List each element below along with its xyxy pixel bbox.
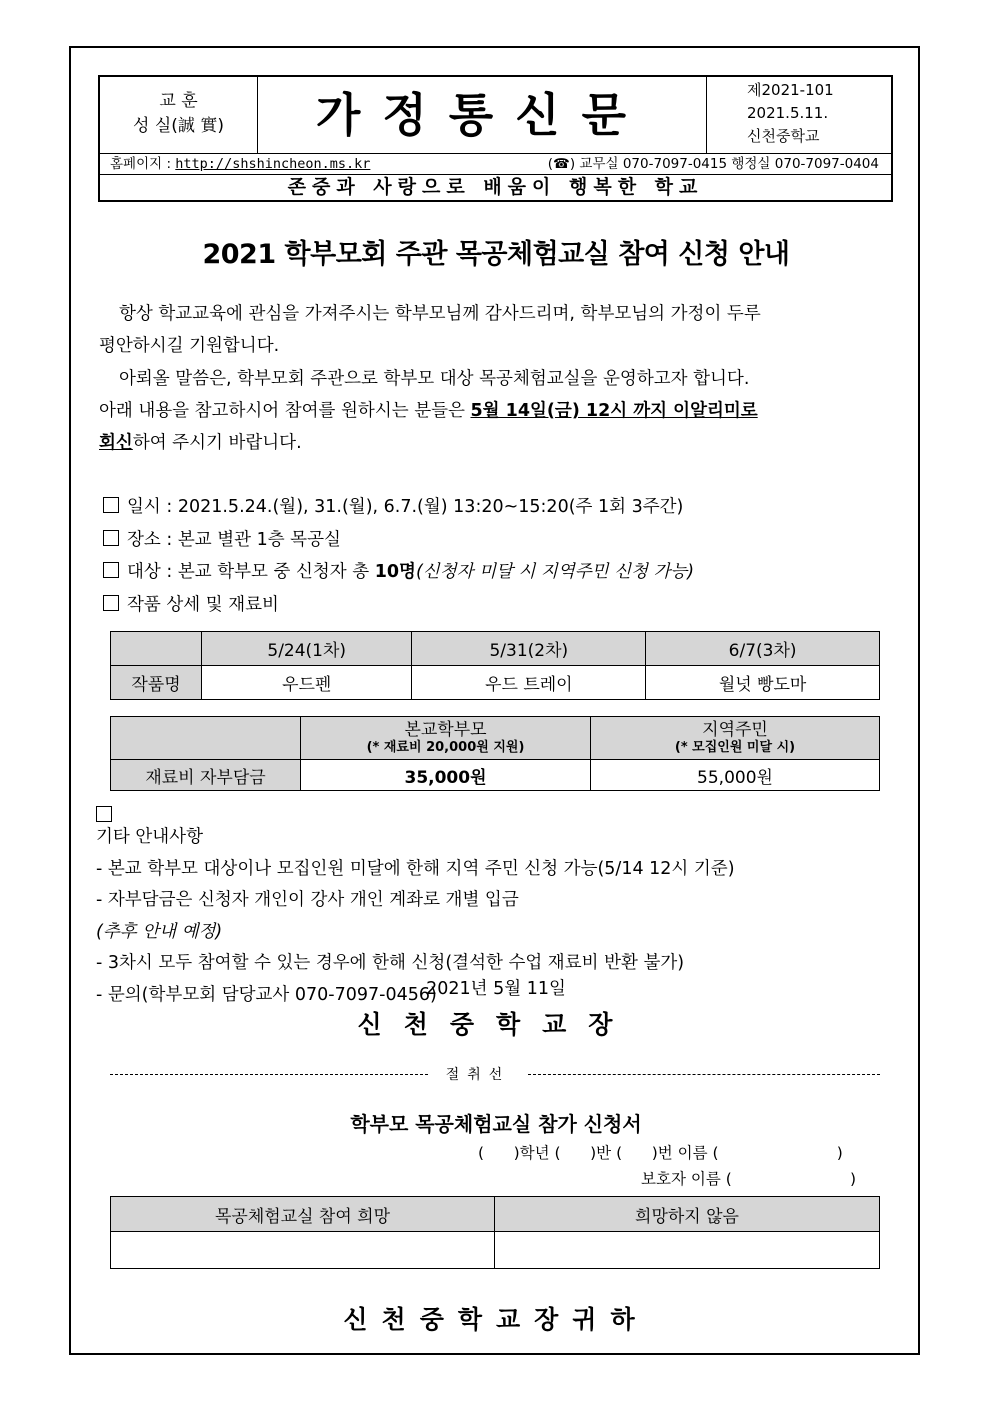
- table-cell: 5/31(2차): [412, 632, 646, 666]
- item-target: [103, 559, 694, 585]
- header-top-row: [100, 77, 891, 154]
- motto-label: 교 훈: [159, 91, 198, 111]
- checkbox-icon: [103, 530, 119, 546]
- checkbox-icon: [103, 497, 119, 513]
- item-date-text: 일시 : 2021.5.24.(월), 31.(월), 6.7.(월) 13:20~15:20(주 1회 3주간): [127, 497, 684, 517]
- table-row: [111, 717, 880, 760]
- fee-table: [110, 716, 880, 791]
- table-cell: 작품명: [111, 666, 202, 700]
- item-works: [103, 592, 279, 618]
- table-cell: [111, 717, 301, 760]
- sign-date: 2021년 5월 11일: [426, 979, 566, 999]
- item-target-text: 대상 : 본교 학부모 중 신청자 총: [127, 562, 375, 582]
- intro-paragraph-2: [99, 363, 893, 459]
- issue-info: [706, 77, 893, 153]
- addressee: 신천중학교장귀하: [343, 1305, 649, 1334]
- table-row: [111, 760, 880, 791]
- checkbox-icon: [96, 806, 112, 822]
- cut-line: [110, 1064, 880, 1084]
- notice-title-text: 기타 안내사항: [96, 827, 203, 847]
- intro-p2-text: 아래 내용을 참고하시어 참여를 원하시는 분들은: [99, 401, 471, 421]
- fee-col1-header: 본교학부모: [404, 720, 487, 740]
- motto-cell: [100, 77, 258, 153]
- homepage-label: 홈페이지 :: [110, 156, 176, 172]
- cut-label: 절취선: [445, 1067, 511, 1083]
- item-works-text: 작품 상세 및 재료비: [127, 595, 279, 615]
- document-title: 2021 학부모회 주관 목공체험교실 참여 신청 안내: [202, 239, 790, 270]
- intro-p2-line1: 아뢰올 말씀은, 학부모회 주관으로 학부모 대상 목공체험교실을 운영하고자 합니다.: [119, 369, 750, 389]
- item-place: [103, 527, 341, 553]
- table-cell: [111, 632, 202, 666]
- intro-p1-line2: 평안하시길 기원합니다.: [99, 336, 280, 356]
- newsletter-header: [98, 75, 893, 202]
- checkbox-icon: [103, 595, 119, 611]
- school-name: 신천중학교: [747, 127, 820, 145]
- phone-numbers: (☎) 교무실 070-7097-0415 행정실 070-7097-0404: [547, 156, 879, 172]
- item-date: [103, 494, 683, 520]
- notice-line: - 3차시 모두 참여할 수 있는 경우에 한해 신청(결석한 수업 재료비 반환 불가): [96, 953, 685, 973]
- notice-line: [96, 885, 735, 948]
- intro-p2-end: 하여 주시기 바랍니다.: [132, 433, 302, 453]
- table-cell: 우드 트레이: [412, 666, 646, 700]
- table-cell: 55,000원: [591, 760, 880, 791]
- table-cell: 우드펜: [202, 666, 412, 700]
- decline-option: 희망하지 않음: [495, 1197, 880, 1232]
- issue-date: 2021.5.11.: [747, 104, 829, 122]
- table-row: [111, 1232, 880, 1269]
- application-table: [110, 1196, 880, 1269]
- dashed-line: [528, 1074, 880, 1075]
- item-target-note: (신청자 미달 시 지역주민 신청 가능): [415, 562, 695, 582]
- student-info-line: ( )학년 ( )반 ( )번 이름 ( ): [478, 1144, 843, 1162]
- contact-row: [100, 153, 891, 175]
- motto-text: 성 실(誠 實): [133, 116, 224, 136]
- notice-line: - 본교 학부모 대상이나 모집인원 미달에 한해 지역 주민 신청 가능(5/14 12시 기준): [96, 858, 735, 879]
- participate-mark-cell[interactable]: [111, 1232, 495, 1269]
- item-place-text: 장소 : 본교 별관 1층 목공실: [127, 530, 341, 550]
- checkbox-icon: [103, 562, 119, 578]
- works-table: [110, 631, 880, 700]
- homepage-link[interactable]: http://shshincheon.ms.kr: [175, 156, 371, 172]
- notice-line-note: (추후 안내 예정): [96, 921, 223, 942]
- table-cell: 35,000원: [301, 760, 591, 791]
- fee-col1-note: (* 재료비 20,000원 지원): [366, 740, 525, 755]
- item-target-count: 10명: [374, 562, 416, 582]
- intro-p2-line3: [99, 427, 893, 459]
- homepage: [110, 153, 370, 175]
- table-row: [111, 632, 880, 666]
- issue-number: 제2021-101: [747, 81, 834, 99]
- intro-paragraph-1: [99, 298, 893, 362]
- deadline-text: 5월 14일(금) 12시 까지 이알리미로: [470, 401, 758, 421]
- table-row: [111, 666, 880, 700]
- table-cell: 6/7(3차): [646, 632, 880, 666]
- table-cell: [591, 717, 880, 760]
- intro-p2-line2: [99, 395, 893, 427]
- form-title: 학부모 목공체험교실 참가 신청서: [350, 1112, 642, 1136]
- guardian-name-line: 보호자 이름 ( ): [641, 1170, 857, 1188]
- fee-col2-header: 지역주민: [702, 720, 768, 740]
- intro-p1-line1: 항상 학교교육에 관심을 가져주시는 학부모님께 감사드리며, 학부모님의 가정이 두루: [119, 304, 761, 324]
- dashed-line: [110, 1074, 428, 1075]
- table-cell: 월넛 빵도마: [646, 666, 880, 700]
- newsletter-title: 가정통신문: [315, 88, 649, 142]
- participate-option: 목공체험교실 참여 희망: [111, 1197, 495, 1232]
- table-cell: 5/24(1차): [202, 632, 412, 666]
- school-slogan: 존중과 사랑으로 배움이 행복한 학교: [287, 176, 704, 198]
- table-row: [111, 1197, 880, 1232]
- decline-mark-cell[interactable]: [495, 1232, 880, 1269]
- deadline-reply: 회신: [99, 433, 133, 453]
- table-cell: [301, 717, 591, 760]
- notice-line-text: - 자부담금은 신청자 개인이 강사 개인 계좌로 개별 입금: [96, 890, 519, 910]
- fee-col2-note: (* 모집인원 미달 시): [674, 740, 796, 755]
- notice-title: [96, 806, 735, 854]
- notice-line: - 문의(학부모회 담당교사 070-7097-0456): [96, 984, 437, 1005]
- table-cell: 재료비 자부담금: [111, 760, 301, 791]
- principal-signature: 신천중학교장: [357, 1010, 635, 1039]
